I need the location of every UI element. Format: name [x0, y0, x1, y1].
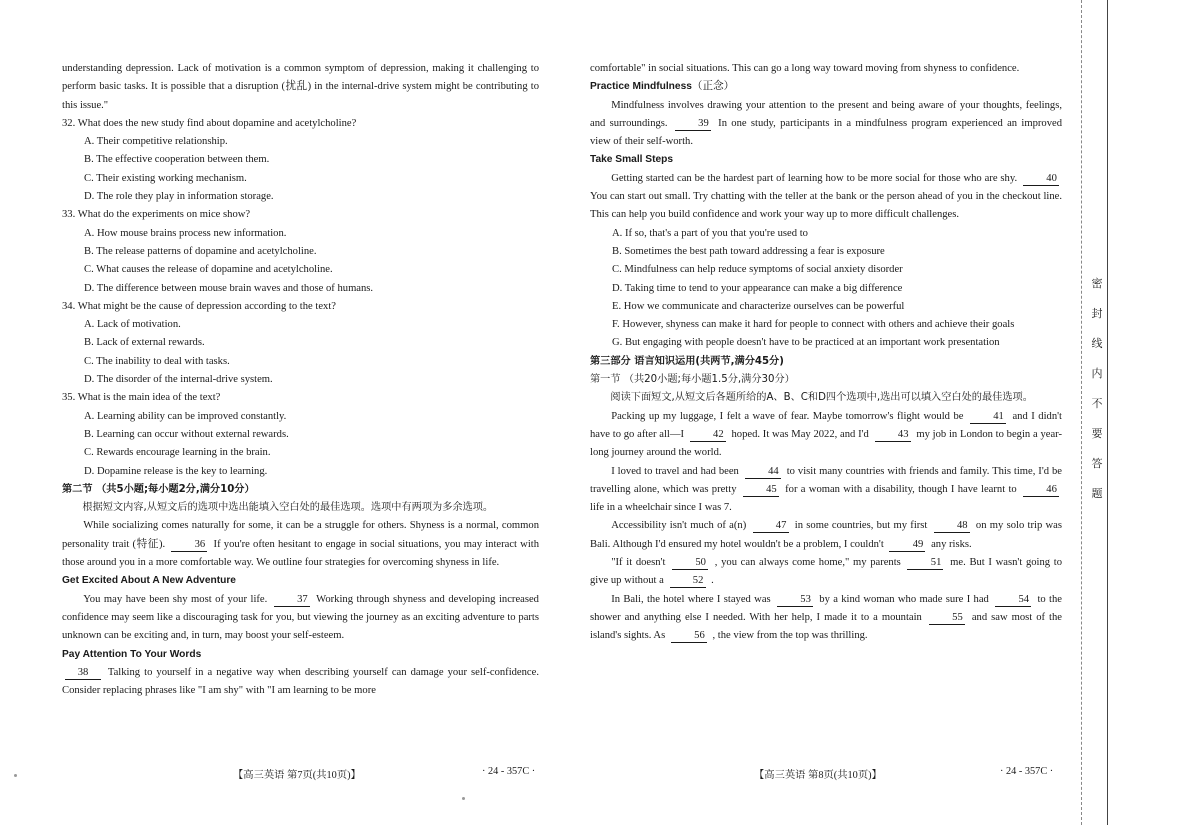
- blank-46[interactable]: 46: [1023, 484, 1059, 497]
- text-run: and I didn't have to go after all—I: [590, 410, 1062, 440]
- blank-47[interactable]: 47: [753, 520, 789, 533]
- passage-paragraph-1: [62, 517, 539, 572]
- binding-char: 内: [1091, 367, 1103, 380]
- binding-char: 答: [1091, 457, 1103, 470]
- blank-43[interactable]: 43: [875, 429, 911, 442]
- blank-41[interactable]: 41: [970, 411, 1006, 424]
- heading-take-small-steps: Take Small Steps: [590, 154, 674, 166]
- binding-warning: [1089, 275, 1105, 515]
- option-b[interactable]: B. Learning can occur without external rewards.: [84, 428, 289, 440]
- text-run: Packing up my luggage, I felt a wave of fear. Maybe tomorrow's flight would be: [611, 410, 967, 422]
- blank-37[interactable]: 37: [274, 594, 310, 607]
- blank-36[interactable]: 36: [171, 539, 207, 552]
- option-a[interactable]: A. How mouse brains process new information.: [84, 227, 287, 239]
- text-run: any risks.: [928, 538, 972, 550]
- part3-title: 第三部分 语言知识运用(共两节,满分45分): [590, 355, 784, 367]
- question-stem: 34. What might be the cause of depression according to the text?: [62, 300, 336, 312]
- option-e[interactable]: E. How we communicate and characterize ourselves can be powerful: [612, 300, 905, 312]
- option-c[interactable]: C. Their existing working mechanism.: [84, 172, 247, 184]
- cloze-paragraph-3: [590, 517, 1062, 554]
- right-page-column: [590, 60, 1062, 646]
- footer-right-label: 【高三英语 第8页(共10页)】: [754, 770, 882, 781]
- option-d[interactable]: D. The difference between mouse brain waves and those of humans.: [84, 282, 374, 294]
- answer-options: [590, 225, 1062, 353]
- binding-dashed-line: [1081, 0, 1082, 825]
- option-b[interactable]: B. The effective cooperation between them.: [84, 154, 270, 166]
- text-run: You may have been shy most of your life.: [83, 593, 271, 605]
- footer-left-label: 【高三英语 第7页(共10页)】: [233, 770, 361, 781]
- text-run: life in a wheelchair since I was 7.: [590, 502, 732, 514]
- heading-practice-mindfulness: [590, 78, 1062, 96]
- option-b[interactable]: B. The release patterns of dopamine and acetylcholine.: [84, 245, 317, 257]
- section1-instructions: 阅读下面短文,从短文后各题所给的A、B、C和D四个选项中,选出可以填入空白处的最佳选项。: [610, 392, 1033, 404]
- option-a[interactable]: A. Lack of motivation.: [84, 319, 181, 331]
- option-d[interactable]: D. The disorder of the internal-drive system.: [84, 374, 273, 386]
- blank-52[interactable]: 52: [670, 575, 706, 588]
- cloze-paragraph-2: [590, 463, 1062, 518]
- question-stem: 33. What do the experiments on mice show?: [62, 209, 251, 221]
- blank-53[interactable]: 53: [777, 594, 813, 607]
- option-g[interactable]: G. But engaging with people doesn't have to be practiced at an important work presentation: [612, 337, 1000, 349]
- text-run: my job in London to begin a year-long journey around the world.: [590, 428, 1062, 459]
- option-c[interactable]: C. What causes the release of dopamine and acetylcholine.: [84, 264, 333, 276]
- blank-55[interactable]: 55: [929, 612, 965, 625]
- option-d[interactable]: D. Dopamine release is the key to learning.: [84, 465, 268, 477]
- option-f[interactable]: F. However, shyness can make it hard for people to connect with others and achieve their goals: [612, 319, 1015, 331]
- binding-char: 线: [1091, 337, 1103, 350]
- blank-49[interactable]: 49: [889, 539, 925, 552]
- option-a[interactable]: A. Learning ability can be improved constantly.: [84, 410, 287, 422]
- section1-title: 第一节 （共20小题;每小题1.5分,满分30分）: [590, 374, 795, 386]
- scan-speck: [14, 774, 17, 777]
- text-run: to the shower and anything else I needed. With her help, I made it to a mountain: [590, 593, 1062, 623]
- question-35: [62, 389, 539, 480]
- binding-solid-line: [1107, 0, 1108, 825]
- text-run: and saw most of the island's sights. As: [590, 611, 1062, 642]
- passage-paragraph-4: comfortable" in social situations. This can go a long way toward moving from shyness to confidence.: [590, 63, 1020, 74]
- intro-tail-paragraph: understanding depression. Lack of motivation is a common symptom of depression, making it challenging to perform basic tasks. It is possible that a disruption (扰乱) in the internal-drive system might be contributing to this issue.": [62, 63, 539, 111]
- text-run: Accessibility isn't much of a(n): [611, 520, 750, 532]
- scan-speck: [462, 797, 465, 800]
- blank-45[interactable]: 45: [743, 484, 779, 497]
- cloze-paragraph-5: [590, 591, 1062, 646]
- text-run: me. But I wasn't going to give up without a: [590, 557, 1063, 587]
- option-c[interactable]: C. Rewards encourage learning in the brain.: [84, 447, 271, 459]
- option-c[interactable]: C. The inability to deal with tasks.: [84, 355, 230, 367]
- option-d[interactable]: D. Taking time to tend to your appearance can make a big difference: [612, 282, 903, 294]
- passage-paragraph-3: [62, 664, 539, 701]
- passage-paragraph-2: [62, 591, 539, 646]
- text-run: "If it doesn't: [611, 557, 670, 569]
- text-run: .: [708, 575, 714, 587]
- blank-42[interactable]: 42: [690, 429, 726, 442]
- blank-50[interactable]: 50: [672, 557, 708, 570]
- text-run: hoped. It was May 2022, and I'd: [728, 428, 872, 440]
- blank-56[interactable]: 56: [671, 630, 707, 643]
- text-run: In Bali, the hotel where I stayed was: [611, 593, 774, 605]
- blank-40[interactable]: 40: [1023, 173, 1059, 186]
- text-run: for a woman with a disability, though I have learnt to: [781, 483, 1020, 495]
- question-33: [62, 206, 539, 297]
- passage-paragraph-5: [590, 97, 1062, 152]
- passage-paragraph-6: [590, 170, 1062, 225]
- text-run: While socializing comes naturally for some, it can be a struggle for others. Shyness is a normal, common personality trait (特征).: [62, 520, 539, 550]
- cloze-paragraph-1: [590, 408, 1062, 463]
- heading-get-excited: Get Excited About A New Adventure: [62, 575, 236, 587]
- blank-48[interactable]: 48: [934, 520, 970, 533]
- footer-left-code: · 24 - 357C ·: [482, 766, 536, 777]
- section2-instructions: 根据短文内容,从短文后的选项中选出能填入空白处的最佳选项。选项中有两项为多余选项。: [82, 502, 494, 514]
- text-run: In one study, participants in a mindfulness program experienced an improved view of their self-worth.: [590, 117, 1062, 148]
- option-a[interactable]: A. If so, that's a part of you that you're used to: [612, 227, 808, 239]
- text-run: by a kind woman who made sure I had: [815, 593, 993, 605]
- binding-char: 封: [1091, 307, 1103, 320]
- blank-51[interactable]: 51: [907, 557, 943, 570]
- text-run: , you can always come home," my parents: [711, 557, 905, 569]
- text-run: Working through shyness and developing increased confidence may seem like a discouraging task for you, but viewing the journey as an exciting adventure to parts unknown can be exciting and, in turn, may boost your self-esteem.: [62, 593, 539, 642]
- binding-char: 要: [1091, 427, 1103, 440]
- blank-38[interactable]: 38: [65, 667, 101, 680]
- option-c[interactable]: C. Mindfulness can help reduce symptoms of social anxiety disorder: [612, 264, 903, 276]
- heading-text: Practice Mindfulness: [590, 81, 692, 93]
- option-b[interactable]: B. Sometimes the best path toward addressing a fear is exposure: [612, 245, 885, 257]
- blank-54[interactable]: 54: [995, 594, 1031, 607]
- question-stem: 35. What is the main idea of the text?: [62, 392, 221, 404]
- binding-char: 不: [1091, 397, 1103, 410]
- text-run: on my solo trip was Bali. Although I'd ensured my hotel wouldn't be a problem, I couldn't: [590, 520, 1062, 550]
- text-run: to visit many countries with friends and family. This time, I'd be travelling alone, which was pretty: [590, 465, 1062, 495]
- footer-right-code: · 24 - 357C ·: [1000, 766, 1054, 777]
- question-32: [62, 115, 539, 206]
- text-run: Getting started can be the hardest part of learning how to be more social for those who are shy.: [611, 172, 1020, 184]
- heading-gloss: （正念）: [691, 81, 735, 93]
- blank-39[interactable]: 39: [675, 118, 711, 131]
- left-page-column: [62, 60, 539, 700]
- text-run: , the view from the top was thrilling.: [709, 630, 868, 642]
- section2-title: 第二节 （共5小题;每小题2分,满分10分）: [62, 483, 255, 495]
- binding-char: 题: [1091, 487, 1103, 500]
- binding-char: 密: [1091, 277, 1103, 290]
- option-a[interactable]: A. Their competitive relationship.: [84, 136, 228, 148]
- question-stem: 32. What does the new study find about dopamine and acetylcholine?: [62, 117, 357, 129]
- cloze-paragraph-4: [590, 554, 1062, 591]
- text-run: Talking to yourself in a negative way when describing yourself can damage your self-confidence. Consider replacing phrases like "I am shy" with "I am learning to be more: [62, 666, 539, 697]
- option-b[interactable]: B. Lack of external rewards.: [84, 337, 205, 349]
- text-run: Mindfulness involves drawing your attention to the present and being aware of your thoughts, feelings, and surroundings.: [590, 99, 1062, 129]
- text-run: If you're often hesitant to engage in social situations, you may interact with those around you in a more comfortable way. We outline four strategies for overcoming shyness in life.: [62, 538, 540, 569]
- question-34: [62, 298, 539, 389]
- text-run: You can start out small. Try chatting with the teller at the bank or the person ahead of you in the checkout line. This can help you build confidence and work your way up to more difficult challenges.: [590, 191, 1062, 221]
- blank-44[interactable]: 44: [745, 466, 781, 479]
- option-d[interactable]: D. The role they play in information storage.: [84, 191, 274, 203]
- text-run: in some countries, but my first: [791, 520, 931, 532]
- heading-pay-attention: Pay Attention To Your Words: [62, 648, 202, 660]
- text-run: I loved to travel and had been: [611, 465, 742, 477]
